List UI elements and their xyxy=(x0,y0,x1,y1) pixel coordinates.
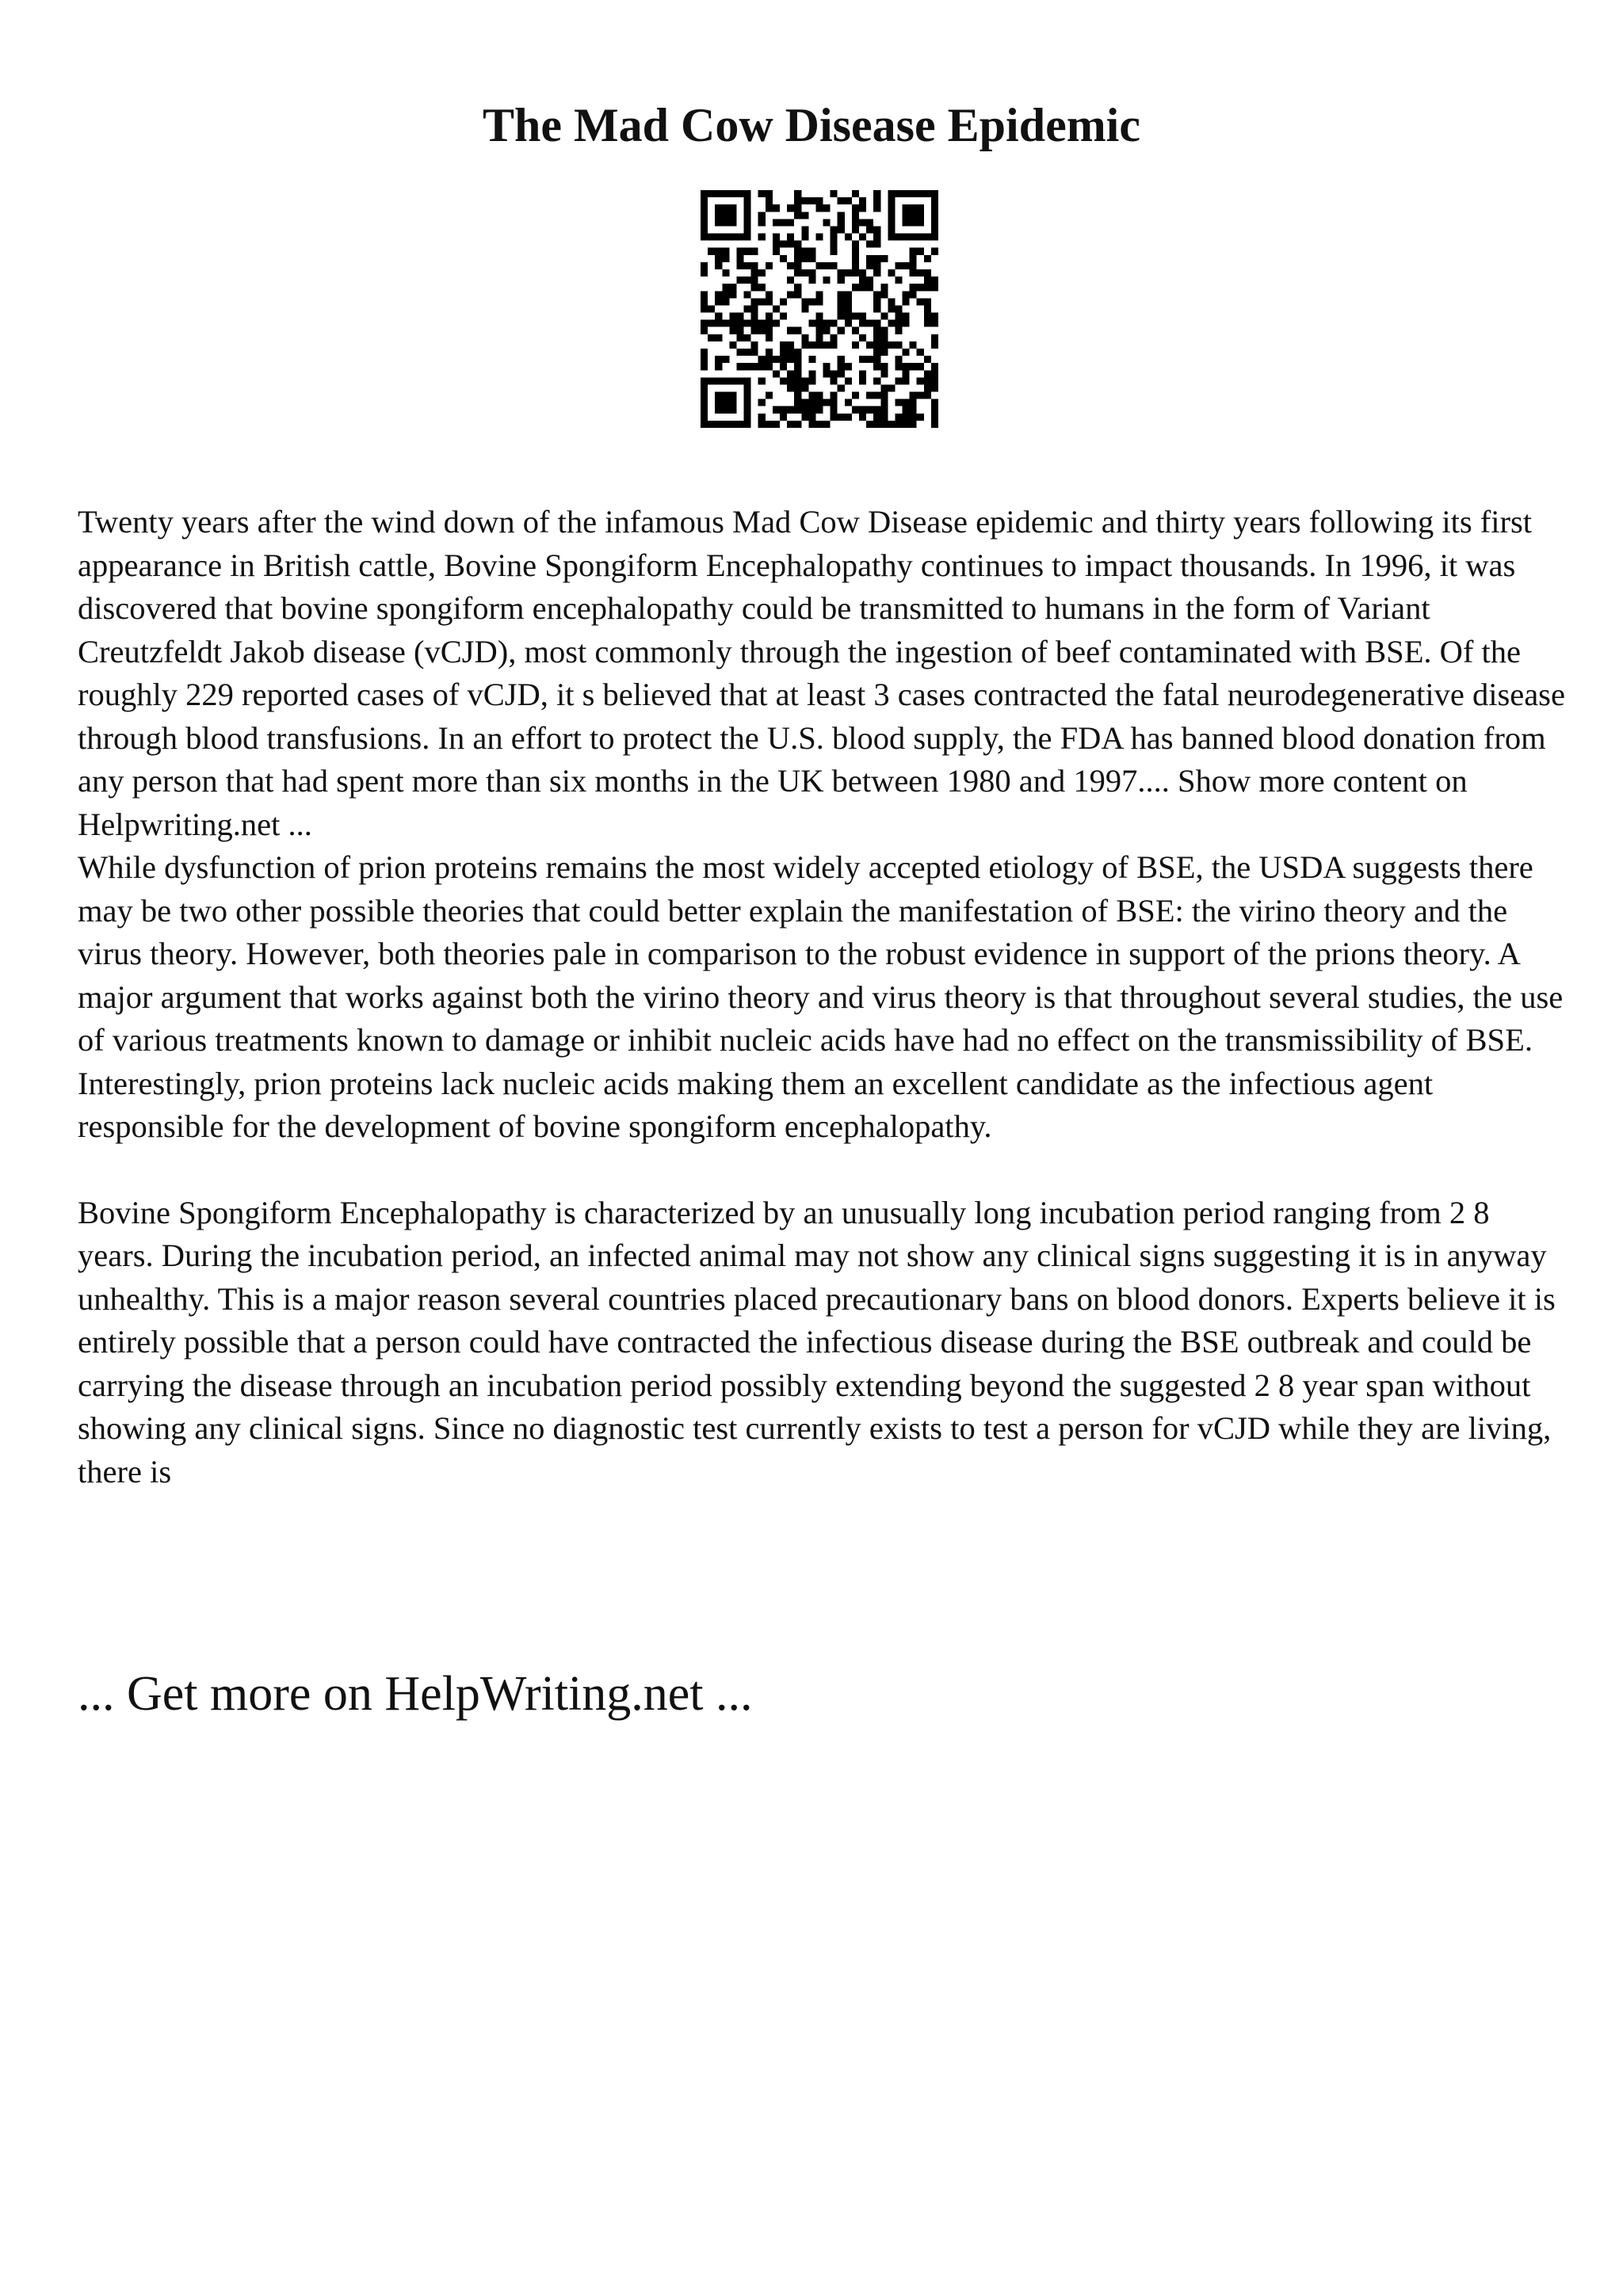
page-title: The Mad Cow Disease Epidemic xyxy=(483,99,1140,151)
article-body xyxy=(78,501,1568,1493)
paragraph-1: Twenty years after the wind down of the infamous Mad Cow Disease epidemic and thirty years following its first appearance in British cattle, Bovine Spongiform Encephalopathy continues to impact thousands. In 1996, it was discovered that bovine spongiform encephalopathy could be transmitted to humans in the form of Variant Creutzfeldt Jakob disease (vCJD), most commonly through the ingestion of beef contaminated with BSE. Of the roughly 229 reported cases of vCJD, it s believed that at least 3 cases contracted the fatal neurodegenerative disease through blood transfusions. In an effort to protect the U.S. blood supply, the FDA has banned blood donation from any person that had spent more than six months in the UK between 1980 and 1997.... Show more content on Helpwriting.net ... xyxy=(78,504,1565,842)
get-more-link[interactable]: ... Get more on HelpWriting.net ... xyxy=(78,1667,753,1721)
qr-code-icon xyxy=(701,190,938,428)
paragraph-2: While dysfunction of prion proteins remains the most widely accepted etiology of BSE, the USDA suggests there may be two other possible theories that could better explain the manifestation of BSE: the virino theory and the virus theory. However, both theories pale in comparison to the robust evidence in support of the prions theory. A major argument that works against both the virino theory and virus theory is that throughout several studies, the use of various treatments known to damage or inhibit nucleic acids have had no effect on the transmissibility of BSE. Interestingly, prion proteins lack nucleic acids making them an excellent candidate as the infectious agent responsible for the development of bovine spongiform encephalopathy. xyxy=(78,849,1564,1144)
paragraph-3: Bovine Spongiform Encephalopathy is characterized by an unusually long incubation period ranging from 2 8 years. During the incubation period, an infected animal may not show any clinical signs suggesting it is in anyway unhealthy. This is a major reason several countries placed precautionary bans on blood donors. Experts believe it is entirely possible that a person could have contracted the infectious disease during the BSE outbreak and could be carrying the disease through an incubation period possibly extending beyond the suggested 2 8 year span without showing any clinical signs. Since no diagnostic test currently exists to test a person for vCJD while they are living, there is xyxy=(78,1194,1556,1489)
